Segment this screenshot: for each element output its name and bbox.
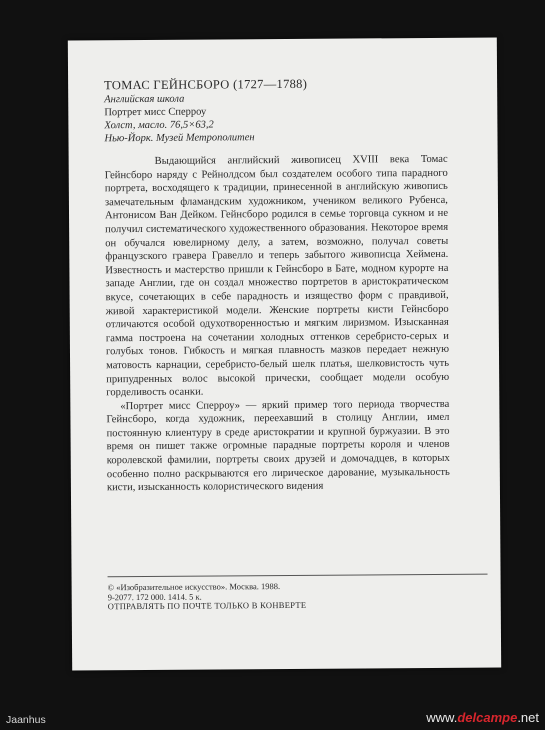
artist-years: (1727—1788)	[232, 76, 308, 92]
painting-title: Портрет мисс Сперроу	[104, 106, 207, 119]
site-brand: delcampe	[457, 710, 518, 725]
publisher-line: © «Изобразительное искусство». Москва. 1988.	[107, 581, 281, 593]
publisher-info	[108, 580, 488, 603]
seller-watermark: Jaanhus	[6, 714, 46, 726]
medium-text: Холст, масло.	[104, 119, 168, 132]
card-header	[104, 76, 484, 146]
site-suffix: .net	[517, 710, 539, 725]
print-info-line: 9-2077. 172 000. 1414. 5 к.	[107, 591, 202, 603]
footer-divider	[108, 574, 488, 578]
description	[105, 153, 450, 495]
description-paragraph-2: «Портрет мисс Сперроу» — яркий пример того периода творчества Гейнсборо, когда художник, переехавший в столицу Англии, имел постоянную клиентуру в среде аристократии и крупной буржуазии. В это время он пишет также огромные парадные портреты короля и членов королевской фамилии, портреты своих друзей и домочадцев, в которых особенно полно раскрываются его лирическое дарование, музыкальность кисти, изысканность колористического видения	[106, 398, 450, 494]
site-prefix: www.	[426, 710, 458, 725]
site-watermark	[426, 710, 539, 725]
dimensions-text: 76,5×63,2	[169, 119, 214, 131]
mail-notice: ОТПРАВЛЯТЬ ПО ПОЧТЕ ТОЛЬКО В КОНВЕРТЕ	[107, 599, 307, 612]
description-paragraph-1: Выдающийся английский живописец XVIII века Томас Гейнсборо наряду с Рейнолдсом был создателем особого типа парадного портрета, восходящего к традиции, принесенной в английскую живопись замечательным фламандским художником, учеником великого Рубенса, Антонисом Ван Дейком. Гейнсборо родился в семье торговца сукном и не получил систематического художественного образования. Некоторое время он обучался ювелирному делу, а затем, возможно, получал советы французского гравера Гравелло и теперь забытого живописца Хеймена. Известность и мастерство пришли к Гейнсборо в Бате, модном курорте на западе Англии, где он создал множество портретов в аристократическом вкусе, сочетающих в себе парадность и изящество форм с правдивой, живой характеристикой модели. Женские портреты кисти Гейнсборо отличаются особой одухотворенностью и мягким лиризмом. Изысканная гамма построена на сочетании холодных оттенков серебристо-серых и голубых тонов. Гибкость и мягкая плавность мазков передает нежную матовость карнации, серебристо-белый шелк платья, шелковистость чуть припудренных волос высокой прически, сообщает модели особую горделивость осанки.	[104, 153, 450, 399]
museum-label: Нью-Йорк. Музей Метрополитен	[104, 132, 255, 145]
postcard-back	[68, 38, 501, 671]
artist-name: ТОМАС ГЕЙНСБОРО	[104, 77, 230, 93]
school-label: Английская школа	[104, 93, 185, 106]
